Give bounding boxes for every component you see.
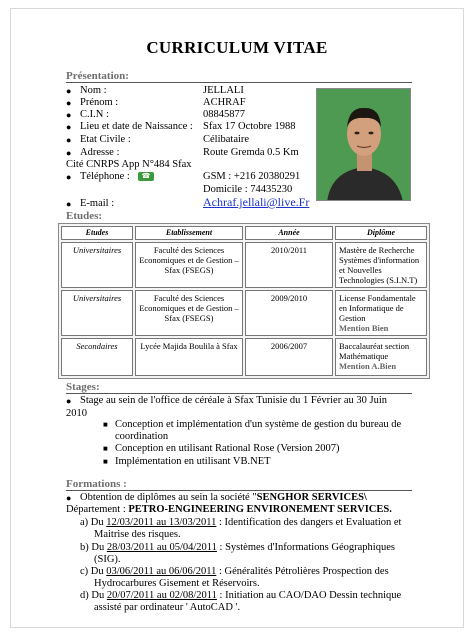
- bullet-icon: ●: [66, 396, 72, 406]
- field-value: Sfax 17 Octobre 1988: [203, 121, 296, 132]
- field-value: 08845877: [203, 109, 245, 120]
- profile-photo: [316, 88, 411, 201]
- stages-heading: Stages:: [66, 381, 100, 393]
- item-letter: a): [80, 517, 89, 528]
- stages-divider: [66, 393, 412, 394]
- stage-item-cont: coordination: [115, 431, 169, 442]
- formations-divider: [66, 490, 412, 491]
- table-row: [61, 242, 427, 288]
- cell-etudes: Universitaires: [61, 242, 133, 288]
- field-label: Adresse :: [80, 147, 120, 158]
- field-label: C.I.N :: [80, 109, 109, 120]
- cell-diplome: [335, 338, 427, 376]
- formation-item-a-cont: Maitrise des risques.: [94, 529, 181, 540]
- formation-item-b: [80, 542, 395, 554]
- formations-heading: Formations :: [66, 478, 127, 490]
- bullet-icon: ●: [66, 493, 72, 503]
- item-du: Du: [90, 566, 107, 577]
- formation-item-c-cont: Hydrocarbures Gisement et Réservoirs.: [94, 578, 260, 589]
- department-label: Département :: [66, 504, 129, 515]
- item-date: 03/06/2011 au 06/06/2011: [106, 566, 217, 577]
- item-text: : Identification des dangers et Evaluation et: [216, 517, 402, 528]
- item-date: 20/07/2011 au 02/08/2011: [106, 590, 217, 601]
- col-header: Année: [245, 226, 333, 240]
- cell-diplome: [335, 242, 427, 288]
- cell-etablissement: Faculté des Sciences Economiques et de Gestion –Sfax (FSEGS): [135, 290, 243, 336]
- field-label: Lieu et date de Naissance :: [80, 121, 193, 132]
- item-text: : Systèmes d'Informations Géographiques: [216, 542, 395, 553]
- stage-item: Implémentation en utilisant VB.NET: [115, 456, 271, 467]
- col-header: Diplôme: [335, 226, 427, 240]
- item-letter: c): [80, 566, 89, 577]
- field-label: E-mail :: [80, 198, 115, 209]
- etudes-table: [58, 223, 430, 379]
- portrait-image: [317, 89, 411, 201]
- item-du: Du: [91, 542, 107, 553]
- table-header-row: [61, 226, 427, 240]
- square-bullet-icon: ■: [103, 457, 108, 466]
- item-text: : Généralités Pétrolières Prospection des: [216, 566, 389, 577]
- item-letter: d): [80, 590, 89, 601]
- formation-item-b-cont: (SIG).: [94, 554, 121, 565]
- bullet-icon: ●: [66, 199, 72, 209]
- cell-etudes: Universitaires: [61, 290, 133, 336]
- cell-etablissement: Lycée Majida Boulila à Sfax: [135, 338, 243, 376]
- item-du: Du: [91, 590, 107, 601]
- stage-main-cont: 2010: [66, 408, 87, 419]
- presentation-divider: [66, 82, 412, 83]
- bullet-icon: ●: [66, 135, 72, 145]
- field-value: ACHRAF: [203, 97, 246, 108]
- field-label: Etat Civile :: [80, 134, 131, 145]
- field-value: Célibataire: [203, 134, 250, 145]
- field-value: JELLALI: [203, 85, 244, 96]
- formation-department: [66, 504, 392, 516]
- cell-etudes: Secondaires: [61, 338, 133, 376]
- field-value: Route Gremda 0.5 Km: [203, 147, 299, 158]
- diplome-text: License Fondamentale en Informatique de Gestion: [339, 293, 416, 323]
- company-name: SENGHOR SERVICES\: [256, 492, 367, 503]
- table-row: [61, 338, 427, 376]
- col-header: Etudes: [61, 226, 133, 240]
- mention-text: Mention A.Bien: [339, 361, 397, 371]
- formation-item-d-cont: assisté par ordinateur ' AutoCAD '.: [94, 602, 241, 613]
- formation-intro: [80, 492, 367, 504]
- gsm-value: GSM : +216 20380291: [203, 171, 301, 182]
- stage-item: Conception en utilisant Rational Rose (Version 2007): [115, 443, 340, 454]
- bullet-icon: ●: [66, 98, 72, 108]
- page-title: CURRICULUM VITAE: [146, 38, 328, 57]
- item-letter: b): [80, 542, 89, 553]
- etudes-heading: Etudes:: [66, 210, 103, 222]
- square-bullet-icon: ■: [103, 420, 108, 429]
- cell-annee: 2006/2007: [245, 338, 333, 376]
- formation-item-c: [80, 566, 389, 578]
- email-link[interactable]: Achraf.jellali@live.Fr: [203, 195, 310, 209]
- formation-item-d: [80, 590, 401, 602]
- diplome-text: Baccalauréat section Mathématique: [339, 341, 410, 361]
- item-date: 28/03/2011 au 05/04/2011: [106, 542, 217, 553]
- item-date: 12/03/2011 au 13/03/2011: [106, 517, 217, 528]
- stage-item: Conception et implémentation d'un système de gestion du bureau de: [115, 419, 402, 430]
- bullet-icon: ●: [66, 86, 72, 96]
- address-line2: Cité CNRPS App N°484 Sfax: [66, 159, 192, 170]
- field-label: Téléphone :: [80, 171, 130, 182]
- bullet-icon: ●: [66, 172, 72, 182]
- cell-annee: 2009/2010: [245, 290, 333, 336]
- table-row: [61, 290, 427, 336]
- cell-etablissement: Faculté des Sciences Economiques et de Gestion –Sfax (FSEGS): [135, 242, 243, 288]
- diplome-text: Mastère de Recherche Systèmes d'information et Nouvelles Technologies (S.I.N.T): [339, 245, 420, 285]
- col-header: Etablissement: [135, 226, 243, 240]
- presentation-heading: Présentation:: [66, 70, 129, 82]
- item-text: : Initiation au CAO/DAO Dessin technique: [216, 590, 402, 601]
- bullet-icon: ●: [66, 148, 72, 158]
- mention-text: Mention Bien: [339, 323, 389, 333]
- field-label: Nom :: [80, 85, 107, 96]
- field-label: Prénom :: [80, 97, 119, 108]
- bullet-icon: ●: [66, 122, 72, 132]
- stage-main: Stage au sein de l'office de céréale à Sfax Tunisie du 1 Février au 30 Juin: [80, 395, 387, 406]
- cell-annee: 2010/2011: [245, 242, 333, 288]
- formation-item-a: [80, 517, 401, 529]
- department-name: PETRO-ENGINEERING ENVIRONEMENT SERVICES.: [128, 504, 392, 515]
- phone-icon: ☎: [138, 172, 154, 181]
- domicile-value: Domicile : 74435230: [203, 184, 293, 195]
- square-bullet-icon: ■: [103, 444, 108, 453]
- cell-diplome: [335, 290, 427, 336]
- bullet-icon: ●: [66, 110, 72, 120]
- intro-text: Obtention de diplômes au sein la société ": [80, 492, 257, 503]
- item-du: Du: [90, 517, 107, 528]
